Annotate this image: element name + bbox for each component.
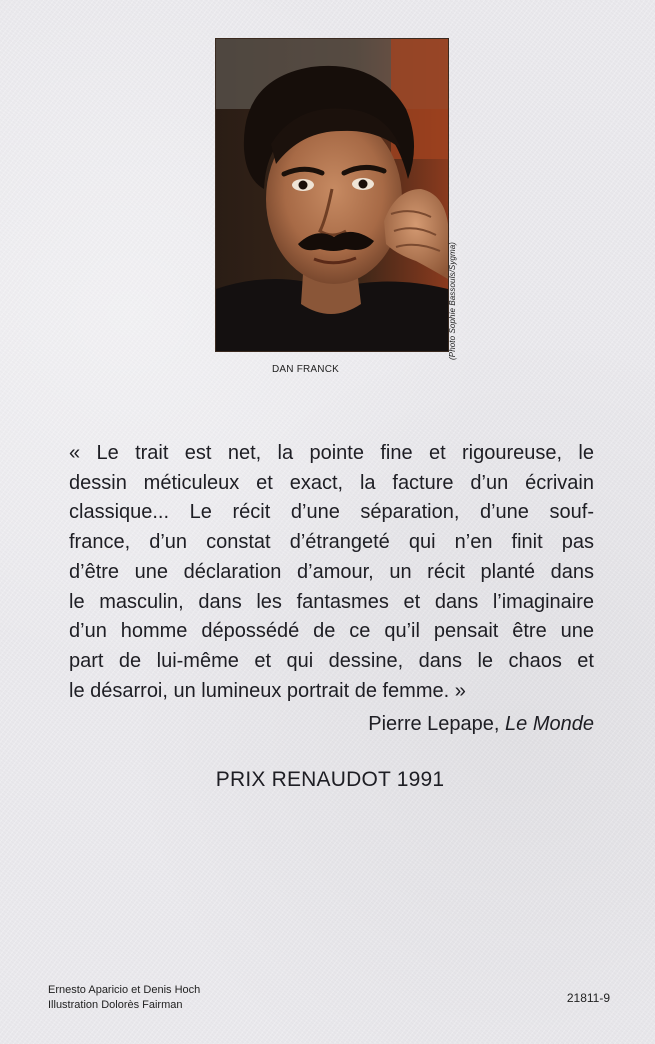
quote-line: classique... Le récit d’une séparation, d’une souf- xyxy=(69,501,594,524)
quote-line: d’un homme dépossédé de ce qu’il pensait être une xyxy=(69,620,594,643)
photo-caption: DAN FRANCK xyxy=(272,364,340,375)
credits-line: Ernesto Aparicio et Denis Hoch xyxy=(48,984,201,996)
quote-line: france, d’un constat d’étrangeté qui n’en finit pas xyxy=(69,531,594,554)
prize-label: PRIX RENAUDOT 1991 xyxy=(215,768,445,791)
quote-line: le masculin, dans les fantasmes et dans l’imaginaire xyxy=(69,590,594,613)
photo-credit: (Photo Sophie Bassouls/Sygma) xyxy=(448,241,457,360)
quote-line: d’être une déclaration d’amour, un récit planté dans xyxy=(69,560,594,583)
catalog-number: 21811-9 xyxy=(566,991,610,1005)
attribution-source: Le Monde xyxy=(505,713,594,735)
design-credits xyxy=(48,983,200,1013)
author-portrait-image xyxy=(216,39,448,351)
quote-line: dessin méticuleux et exact, la facture d’un écrivain xyxy=(69,471,594,494)
attribution-author: Pierre Lepape, xyxy=(368,713,506,735)
credits-line: Illustration Dolorès Fairman xyxy=(48,999,183,1011)
quote-attribution xyxy=(300,713,594,736)
quote-line: le désarroi, un lumineux portrait de femme. » xyxy=(69,679,466,702)
quote-line: « Le trait est net, la pointe fine et rigoureuse, le xyxy=(69,442,594,464)
quote-line: part de lui-même et qui dessine, dans le chaos et xyxy=(69,649,594,672)
author-photo xyxy=(216,39,448,351)
review-quote xyxy=(69,439,594,706)
